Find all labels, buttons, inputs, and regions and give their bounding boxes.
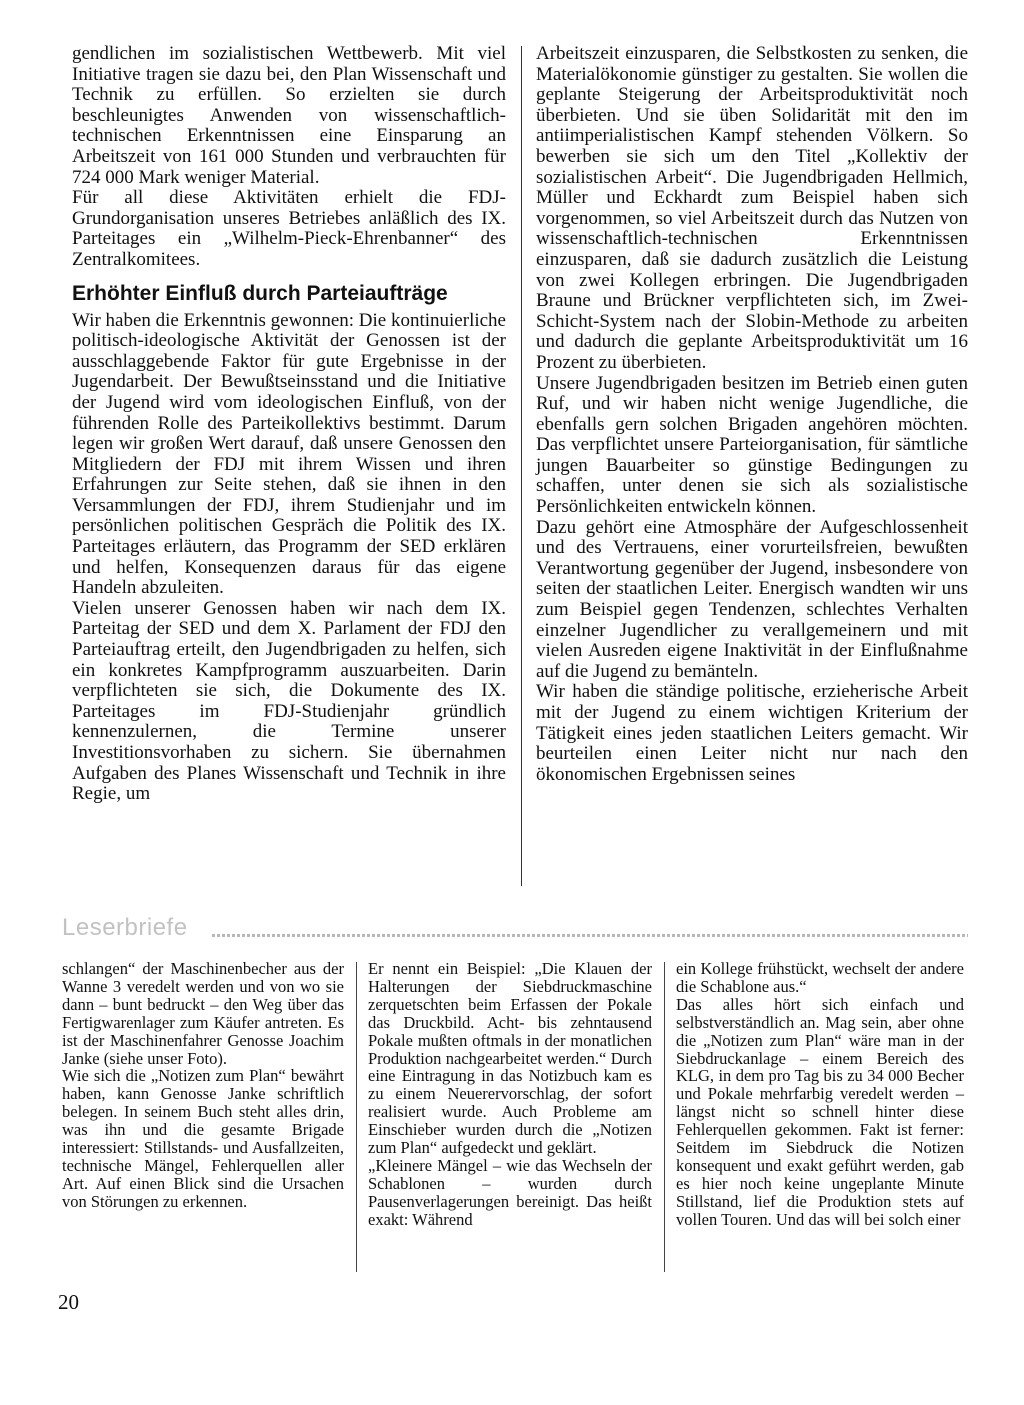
letters-column-3 bbox=[676, 960, 964, 1229]
letters-section-rule bbox=[212, 934, 968, 937]
letters-paragraph: Er nennt ein Beispiel: „Die Klauen der Halterungen der Siebdruckmaschine zerquetschten beim Erfassen der Pokale das Druckbild. Acht- bis zehntausend Pokale mußten oftmals in der monatlichen Produktion nachgearbeitet werden.“ Durch eine Eintragung in das Notizbuch kam es zu einem Neuerervorschlag, der sofort realisiert wurde. Auch Probleme am Einschieber wurden durch die „Notizen zum Plan“ aufgedeckt und geklärt. bbox=[368, 959, 652, 1158]
column-divider bbox=[356, 962, 357, 1272]
article-column-left bbox=[72, 44, 506, 805]
article-paragraph: Vielen unserer Genossen haben wir nach dem IX. Parteitag der SED und dem X. Parlament der FDJ den Parteiauftrag erteilt, den Jugendbrigaden zu helfen, sich ein konkretes Kampfprogramm auszuarbeiten. Darin verpflichteten sie sich, die Dokumente des IX. Parteitages im FDJ-Studienjahr gründlich kennenzulernen, die Termine unserer Investitionsvorhaben zu sichern. Sie übernahmen Aufgaben des Planes Wissenschaft und Technik in ihre Regie, um bbox=[72, 597, 506, 805]
letters-paragraph: ein Kollege frühstückt, wechselt der andere die Schablone aus.“ bbox=[676, 959, 964, 996]
column-divider bbox=[664, 962, 665, 1272]
article-paragraph: gendlichen im sozialistischen Wettbewerb. Mit viel Initiative tragen sie dazu bei, den Plan Wissenschaft und Technik zu erfüllen. So erzielten sie durch beschleunigtes Anwenden von wissenschaftlich-technischen Erkenntnissen eine Einsparung an Arbeitszeit von 161 000 Stunden und verbrauchten für 724 000 Mark weniger Material. bbox=[72, 43, 506, 188]
article-paragraph: Wir haben die ständige politische, erzieherische Arbeit mit der Jugend zu einem wichtigen Kriterium der Tätigkeit eines jeden staatlichen Leiters gemacht. Wir beurteilen einen Leiter nicht nur nach den ökonomischen Ergebnissen seines bbox=[536, 681, 968, 785]
article-paragraph: Wir haben die Erkenntnis gewonnen: Die kontinuierliche politisch-ideologische Aktivität der Genossen ist der ausschlaggebende Faktor für gute Ergebnisse in der Jugendarbeit. Der Bewußtseinsstand und die Initiative der Jugend wird vom ideologischen Einfluß, von der führenden Rolle des Parteikollektivs bestimmt. Darum legen wir großen Wert darauf, daß unsere Genossen den Mitgliedern der FDJ mit ihrem Wissen und ihren Erfahrungen zur Seite stehen, daß sie ihnen in den Versammlungen der FDJ, ihrem Studienjahr und im persönlichen politischen Gespräch die Politik des IX. Parteitages erläutern, das Programm der SED erklären und helfen, Konsequenzen daraus für das eigene Handeln abzuleiten. bbox=[72, 309, 506, 599]
article-paragraph: Für all diese Aktivitäten erhielt die FDJ-Grundorganisation unseres Betriebes anläßlich des IX. Parteitages ein „Wilhelm-Pieck-Ehrenbanner“ des Zentralkomitees. bbox=[72, 187, 506, 270]
letters-paragraph: „Kleinere Mängel – wie das Wechseln der Schablonen – wurden durch Pausenverlagerungen bereinigt. Das heißt exakt: Während bbox=[368, 1155, 652, 1229]
letters-paragraph: Das alles hört sich einfach und selbstverständlich an. Mag sein, aber ohne die „Notizen zum Plan“ wäre man in der Siebdruckanlage – einem Bereich des KLG, in dem pro Tag bis zu 34 000 Becher und Pokale mehrfarbig veredelt werden – längst nicht so schnell hinter diese Fehlerquellen gekommen. Fakt ist ferner: Seitdem im Siebdruck die Notizen konsequent und exakt geführt werden, gab es hier noch keine ungeplante Minute Stillstand, lief die Produktion stets auf vollen Touren. Und das will bei solch einer bbox=[676, 994, 964, 1229]
letters-paragraph: Wie sich die „Notizen zum Plan“ bewährt haben, kann Genosse Janke schriftlich belegen. In seinem Buch steht alles drin, was ihn und die gesamte Brigade interessiert: Stillstands- und Ausfallzeiten, technische Mängel, Fehlerquellen aller Art. Auf einen Blick sind die Ursachen von Störungen zu erkennen. bbox=[62, 1066, 344, 1211]
section-heading: Erhöhter Einfluß durch Parteiaufträge bbox=[72, 281, 448, 305]
article-paragraph: Dazu gehört eine Atmosphäre der Aufgeschlossenheit und des Vertrauens, einer vorurteilsfreien, bewußten Verantwortung gegenüber der Jugend, insbesondere von seiten der staatlichen Leiter. Energisch wandten wir uns zum Beispiel gegen Tendenzen, schlechtes Verhalten einzelner Jugendlicher zu verallgemeinern und mit vielen Ausreden eigene Inaktivität in der Einflußnahme auf die Jugend zu bemänteln. bbox=[536, 516, 968, 682]
article-paragraph: Arbeitszeit einzusparen, die Selbstkosten zu senken, die Materialökonomie günstiger zu gestalten. Sie wollen die geplante Steigerung der Arbeitsproduktivität noch überbieten. Und sie üben Solidarität mit den im antiimperialistischen Kampf stehenden Völkern. So bewerben sie sich um den Titel „Kollektiv der sozialistischen Arbeit“. Die Jugendbrigaden Hellmich, Müller und Eckhardt zum Beispiel haben sich vorgenommen, so viel Arbeitszeit durch das Nutzen von wissenschaftlich-technischen Erkenntnissen einzusparen, daß sie dadurch zusätzlich die Leistung von zwei Kollegen erbringen. Die Jugendbrigaden Braune und Brückner verpflichteten sich, im Zwei-Schicht-System nach der Slobin-Methode zu arbeiten und dadurch die geplante Arbeitsproduktivität um 16 Prozent zu überbieten. bbox=[536, 43, 968, 373]
column-divider bbox=[521, 46, 522, 886]
article-column-right bbox=[536, 44, 968, 785]
article-paragraph: Unsere Jugendbrigaden besitzen im Betrieb einen guten Ruf, und wir haben nicht wenige Jugendliche, die ebenfalls gern solchen Brigaden angehören möchten. Das verpflichtet unsere Parteiorganisation, für sämtliche jungen Bauarbeiter so günstige Bedingungen zu schaffen, unter denen sie sich als sozialistische Persönlichkeiten entwickeln können. bbox=[536, 372, 968, 518]
letters-column-2 bbox=[368, 960, 652, 1229]
letters-section-title: Leserbriefe bbox=[62, 914, 188, 941]
page-number: 20 bbox=[58, 1290, 79, 1314]
letters-paragraph: schlangen“ der Maschinenbecher aus der Wanne 3 veredelt werden und von wo sie dann – bunt bedruckt – den Weg über das Fertigwarenlager zum Käufer antreten. Es ist der Maschinenfahrer Genosse Joachim Janke (siehe unser Foto). bbox=[62, 959, 344, 1068]
letters-column-1 bbox=[62, 960, 344, 1211]
